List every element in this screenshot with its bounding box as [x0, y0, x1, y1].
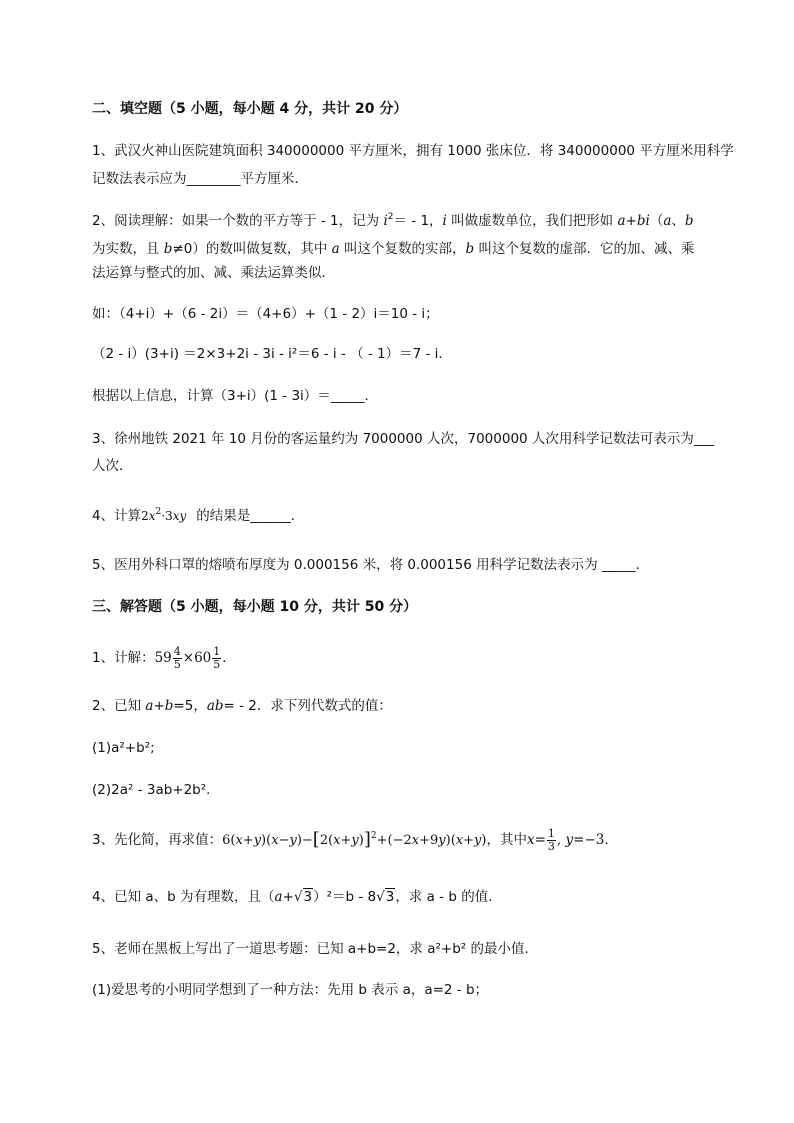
sqrt-3: √3: [376, 889, 395, 905]
fill-q2-line3: 法运算与整式的加、减、乘法运算类似．: [92, 265, 335, 281]
fill-q5: 5、医用外科口罩的熔喷布厚度为 0.000156 米，将 0.000156 用科学记数法表示为 _____．: [92, 557, 650, 573]
fill-q1-line1: 1、武汉火神山医院建筑面积 340000000 平方厘米，拥有 1000 张床位．将 340000000 平方厘米用科学: [92, 143, 734, 159]
fill-q2-line2: 为实数，且 b≠0）的数叫做复数，其中 a 叫这个复数的实部，b 叫这个复数的虚部．它的加、减、乘: [92, 241, 695, 257]
mixed-number-expression: 59 $\frac{4}{5}$ ×60 $\frac{1}{5}$: [154, 645, 221, 671]
fill-q2-example2: （2 - i）(3+i) ＝2×3+2i - 3i - i²＝6 - i - （ - 1）＝7 - i．: [92, 346, 452, 362]
fill-q3-line2: 人次．: [92, 458, 133, 474]
expression-simplify: $6(x+y)(x-y)-[2(x+y)]^2+(-2x+9y)(x+y)$: [222, 829, 487, 850]
fill-q4: 4、计算$2x^2\cdot 3xy$ 的结果是______．: [92, 507, 305, 524]
fill-q3-line1: 3、徐州地铁 2021 年 10 月份的客运量约为 7000000 人次，7000000 人次用科学记数法可表示为___: [92, 431, 715, 447]
answer-q5-part1: (1)爱思考的小明同学想到了一种方法：先用 b 表示 a，a=2 - b；: [92, 982, 489, 998]
sqrt-3: √3: [293, 889, 313, 905]
answer-q2-part1: (1)a²+b²;: [92, 740, 155, 756]
fill-q2-line1: 2、阅读理解：如果一个数的平方等于 - 1，记为 $i^2= - 1$，i 叫做虚数单位，我们把形如 a+bi（a、b: [92, 212, 694, 229]
expression-values: x= $\frac{1}{3}$ , y=−3: [526, 827, 605, 853]
fill-q2-example1: 如：（4+i）+（6 - 2i）＝（4+6）+（1 - 2）i＝10 - i；: [92, 306, 439, 322]
answer-q1: 1、计解：59 $\frac{4}{5}$ ×60 $\frac{1}{5}$ ．: [92, 645, 236, 671]
answer-q5: 5、老师在黑板上写出了一道思考题：已知 a+b=2，求 a²+b² 的最小值．: [92, 941, 538, 957]
section-heading-answer: 三、解答题（5 小题，每小题 10 分，共计 50 分）: [92, 599, 418, 615]
fill-q2-calculate: 根据以上信息，计算（3+i）(1 - 3i）＝_____．: [92, 388, 379, 404]
answer-q2: 2、已知 a+b=5，ab= - 2．求下列代数式的值：: [92, 698, 392, 714]
answer-q3: 3、先化简，再求值：$6(x+y)(x-y)-[2(x+y)]^2+(-2x+9y)(x+y)$，其中x= $\frac{1}{3}$ , y=−3．: [92, 827, 618, 853]
section-heading-fill-in: 二、填空题（5 小题，每小题 4 分，共计 20 分）: [92, 101, 408, 117]
answer-q4: 4、已知 a、b 为有理数，且（a+√3）²＝b - 8√3，求 a - b 的值．: [92, 889, 502, 905]
expression-2x2-3xy: $2x^2\cdot 3xy$: [141, 507, 187, 523]
fill-q1-line2: 记数法表示应为________平方厘米．: [92, 171, 308, 187]
answer-q2-part2: (2)2a² - 3ab+2b²．: [92, 782, 220, 798]
